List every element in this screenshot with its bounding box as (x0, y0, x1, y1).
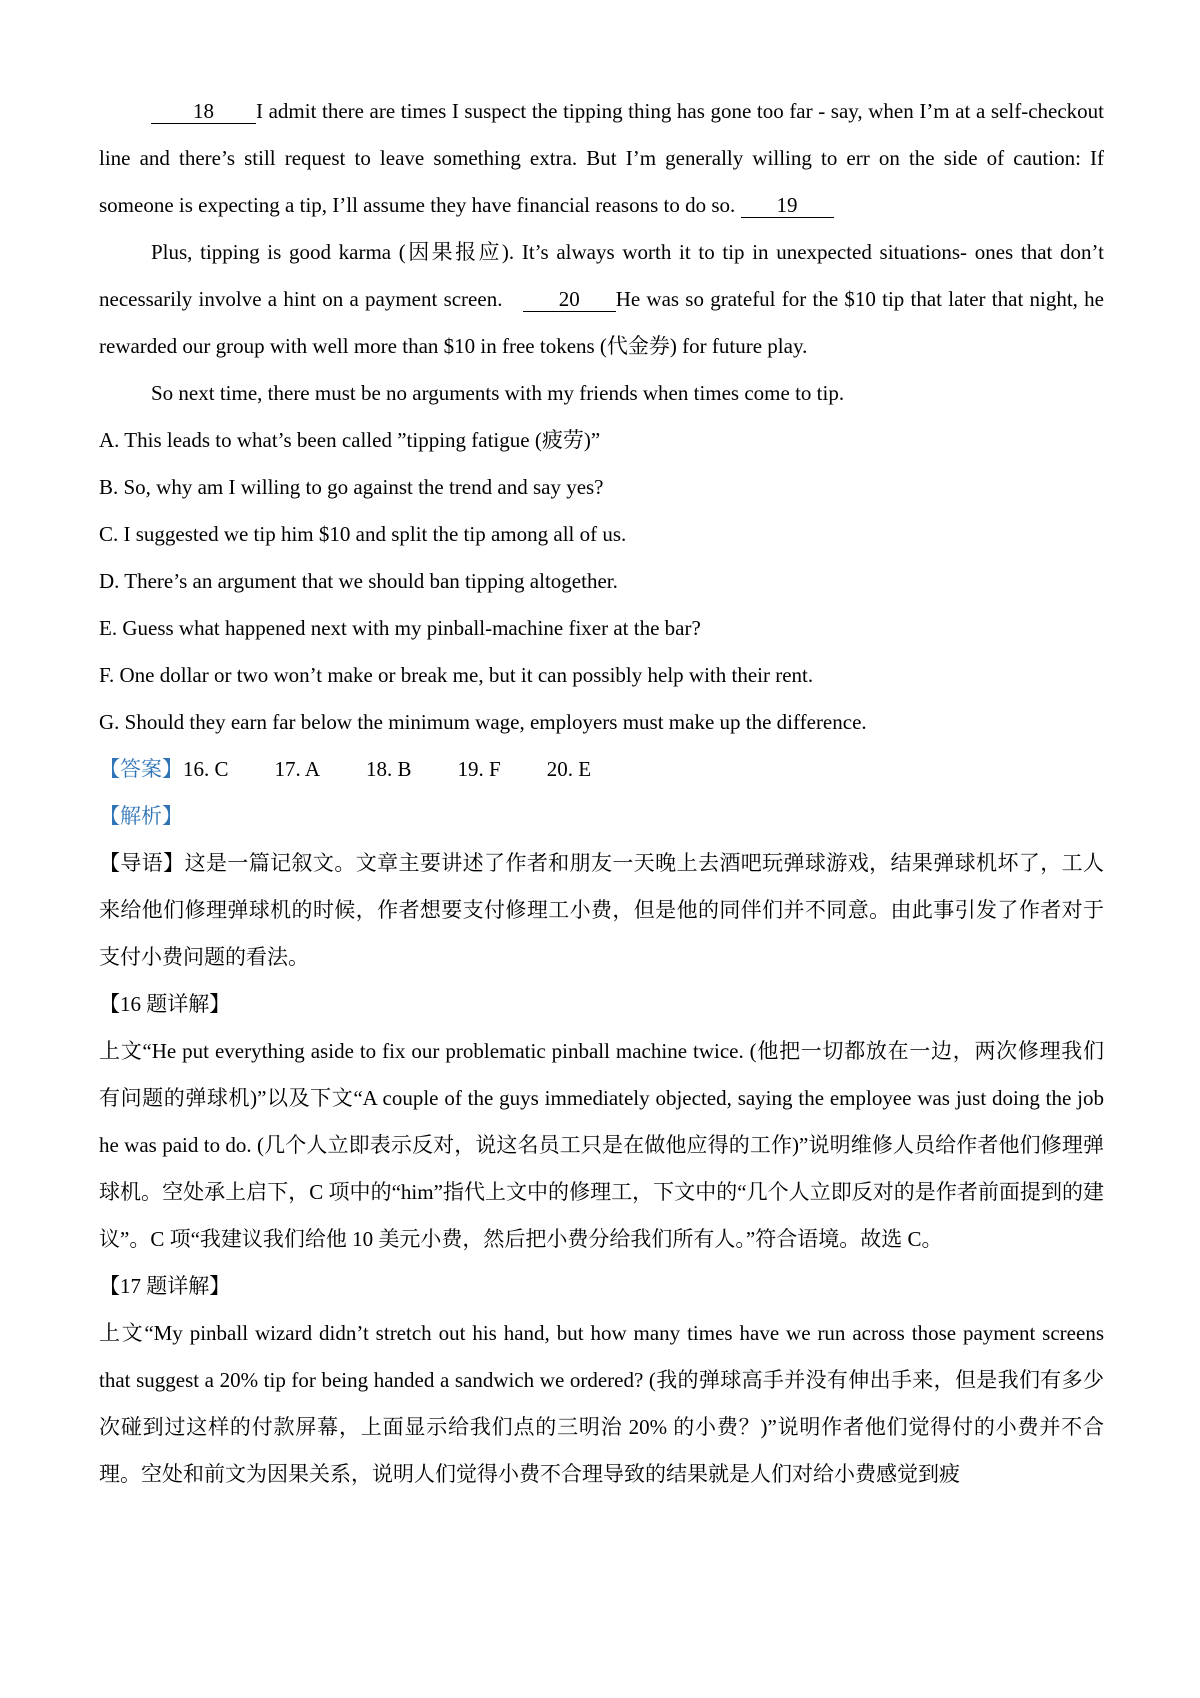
intro-paragraph (99, 840, 1104, 981)
option-f: F. One dollar or two won’t make or break me, but it can possibly help with their rent. (99, 663, 814, 687)
passage-para-1-text: I admit there are times I suspect the tipping thing has gone too far - say, when I’m at a self-checkout line and there’s still request to leave something extra. But I’m generally willing to err on the side of caution: If someone is expecting a tip, I’ll assume they have financial reasons to do so. (99, 99, 1104, 217)
q16-explanation: 上文“He put everything aside to fix our problematic pinball machine twice. (他把一切都放在一边，两次修理我们有问题的弹球机)”以及下文“A couple of the guys immediately objected, saying the employee was just doing the job he was paid to do. (几个人立即表示反对，说这名员工只是在做他应得的工作)”说明维修人员给作者他们修理弹球机。空处承上启下，C 项中的“him”指代上文中的修理工，下文中的“几个人立即反对的是作者前面提到的建议”。C 项“我建议我们给他 10 美元小费，然后把小费分给我们所有人。”符合语境。故选 C。 (99, 1039, 1104, 1251)
option-a: A. This leads to what’s been called ”tipping fatigue (疲劳)” (99, 428, 601, 452)
q16-heading: 【16 题详解】 (99, 992, 231, 1016)
option-e: E. Guess what happened next with my pinball-machine fixer at the bar? (99, 616, 701, 640)
answer-20: 20. E (546, 757, 592, 781)
blank-20: 20 (523, 287, 616, 312)
passage-para-2-text-before: Plus, tipping is good karma (因果报应). It’s always worth it to tip in unexpected situations- ones that don’t necessarily involve a hint on a payment screen. (99, 240, 1104, 311)
passage-para-2-text-after: He was so grateful for the $10 tip that later that night, he rewarded our group with well more than $10 in free tokens (代金券) for future play. (99, 287, 1104, 358)
intro-label: 【导语】 (99, 851, 185, 875)
analysis-label-row (99, 793, 1104, 840)
passage-para-2 (99, 229, 1104, 370)
answer-18: 18. B (366, 757, 412, 781)
option-d: D. There’s an argument that we should ban tipping altogether. (99, 569, 618, 593)
passage-para-1 (99, 88, 1104, 229)
answer-19: 19. F (457, 757, 501, 781)
option-b: B. So, why am I willing to go against the trend and say yes? (99, 475, 604, 499)
q17-explanation: 上文“My pinball wizard didn’t stretch out his hand, but how many times have we run across those payment screens that suggest a 20% tip for being handed a sandwich we ordered? (我的弹球高手并没有伸出手来，但是我们有多少次碰到过这样的付款屏幕，上面显示给我们点的三明治 20% 的小费？)”说明作者他们觉得付的小费并不合理。空处和前文为因果关系，说明人们觉得小费不合理导致的结果就是人们对给小费感觉到疲 (99, 1321, 1104, 1486)
answers-row (99, 746, 1104, 793)
option-c: C. I suggested we tip him $10 and split the tip among all of us. (99, 522, 627, 546)
answers-label: 【答案】 (99, 757, 183, 781)
intro-text: 这是一篇记叙文。文章主要讲述了作者和朋友一天晚上去酒吧玩弹球游戏，结果弹球机坏了，工人来给他们修理弹球机的时候，作者想要支付修理工小费，但是他的同伴们并不同意。由此事引发了作者对于支付小费问题的看法。 (99, 851, 1105, 969)
blank-18: 18 (151, 99, 256, 124)
option-g: G. Should they earn far below the minimum wage, employers must make up the difference. (99, 710, 867, 734)
q17-heading: 【17 题详解】 (99, 1274, 231, 1298)
passage-para-3: So next time, there must be no arguments with my friends when times come to tip. (151, 381, 845, 405)
answer-16: 16. C (183, 757, 229, 781)
answer-17: 17. A (274, 757, 321, 781)
blank-19: 19 (741, 193, 834, 218)
analysis-label: 【解析】 (99, 804, 183, 828)
